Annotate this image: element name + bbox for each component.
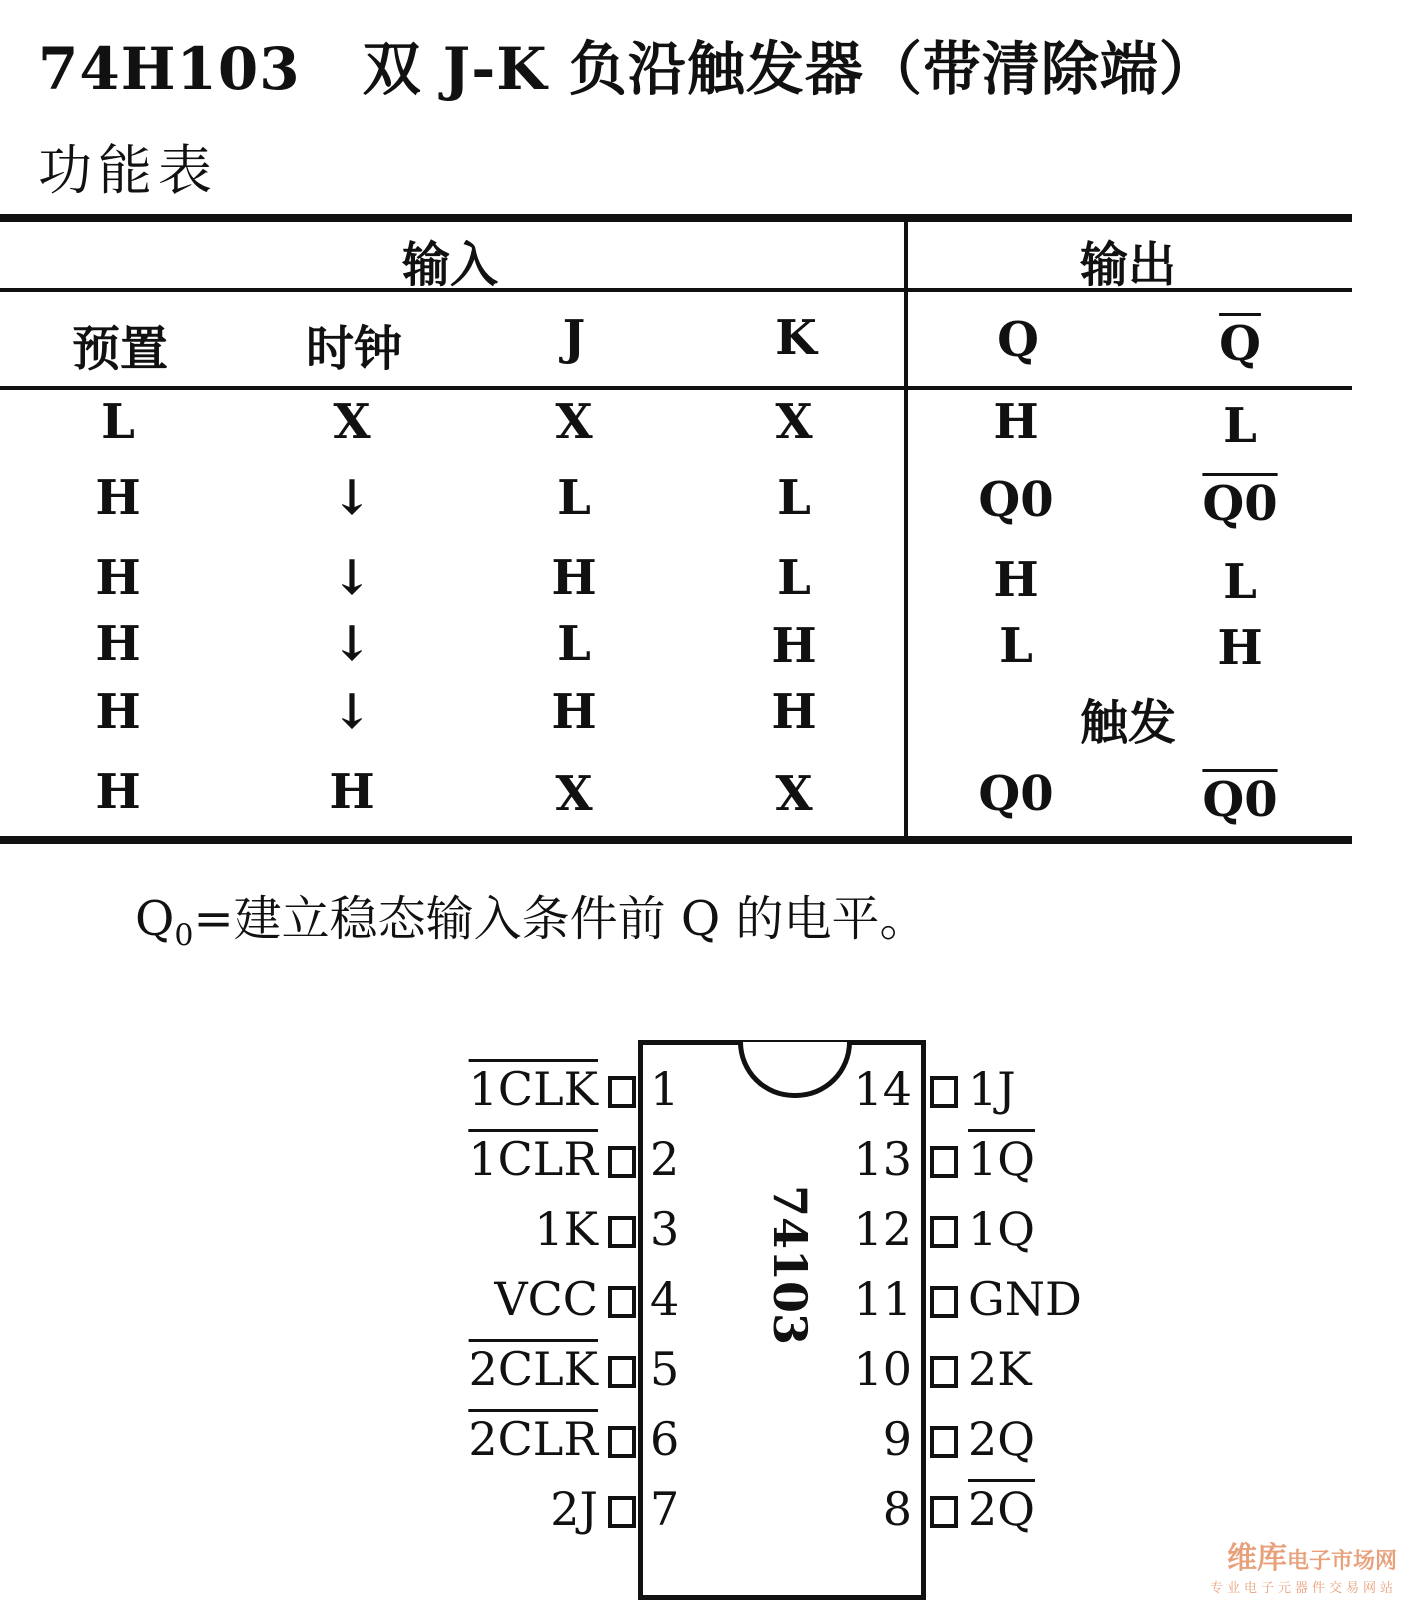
table-cell: H xyxy=(95,470,141,526)
table-cell: H xyxy=(329,764,375,820)
table-cell: L xyxy=(999,618,1033,674)
watermark-logo: 维库 xyxy=(1226,1541,1287,1576)
pin-box xyxy=(930,1426,958,1458)
pin-number: 8 xyxy=(882,1482,912,1536)
table-cell: ↓ xyxy=(331,684,373,740)
pin-name: 2J xyxy=(550,1482,598,1536)
pin-box xyxy=(930,1216,958,1248)
pin-name: 1J xyxy=(968,1062,1016,1116)
pin-number: 1 xyxy=(650,1062,680,1116)
table-cell: X xyxy=(775,766,813,822)
table-cell: H xyxy=(771,684,817,740)
table-cell: H xyxy=(95,764,141,820)
pin-number: 14 xyxy=(853,1062,912,1116)
pin-box xyxy=(930,1356,958,1388)
chip-label: 74103 xyxy=(763,1184,817,1346)
column-header-q: Q xyxy=(997,312,1039,368)
pin-number: 11 xyxy=(853,1272,912,1326)
pin-box xyxy=(930,1286,958,1318)
table-cell: L xyxy=(777,470,811,526)
pin-name: 1Q xyxy=(968,1132,1035,1186)
table-cell: L xyxy=(1223,398,1257,454)
table-cell: H xyxy=(95,684,141,740)
column-header-q-bar: $\overline{Q}$ xyxy=(1219,316,1261,372)
part-description: 双 J-K 负沿触发器（带清除端） xyxy=(362,35,1218,103)
pin-name: 1K xyxy=(534,1202,598,1256)
page-title xyxy=(38,22,1218,106)
footnote xyxy=(135,880,928,954)
pin-box xyxy=(930,1146,958,1178)
table-cell: H xyxy=(771,618,817,674)
table-cell: H xyxy=(551,550,597,606)
table-cell: ↓ xyxy=(331,470,373,526)
table-cell: L xyxy=(101,394,135,450)
table-top-rule xyxy=(0,214,1352,222)
footnote-text: =建立稳态输入条件前 Q 的电平。 xyxy=(193,891,928,947)
pin-name: 2Q xyxy=(968,1482,1035,1536)
pin-number: 10 xyxy=(853,1342,912,1396)
column-header-rule xyxy=(0,386,1352,390)
pin-name: 1Q xyxy=(968,1202,1035,1256)
pin-name: 2Q xyxy=(968,1412,1035,1466)
input-output-divider xyxy=(904,218,908,840)
pin-number: 4 xyxy=(650,1272,680,1326)
pin-name: 2CLK xyxy=(468,1342,598,1396)
table-cell: L xyxy=(777,550,811,606)
table-cell: ↓ xyxy=(331,616,373,672)
pin-box xyxy=(608,1496,636,1528)
pin-box xyxy=(930,1496,958,1528)
part-number: 74H103 xyxy=(38,35,301,103)
table-bottom-rule xyxy=(0,836,1352,844)
pin-name: 1CLR xyxy=(468,1132,598,1186)
table-cell: H xyxy=(95,616,141,672)
watermark xyxy=(1210,1533,1397,1596)
table-cell: Q0 xyxy=(1202,772,1278,828)
pin-number: 13 xyxy=(853,1132,912,1186)
table-cell: ↓ xyxy=(331,550,373,606)
pin-box xyxy=(608,1286,636,1318)
pin-number: 5 xyxy=(650,1342,680,1396)
footnote-subscript: 0 xyxy=(174,918,194,954)
pin-name: 2K xyxy=(968,1342,1032,1396)
column-header-preset: 预置 xyxy=(71,321,169,377)
pin-number: 2 xyxy=(650,1132,680,1186)
table-cell: H xyxy=(1217,620,1263,676)
table-cell: X xyxy=(555,394,593,450)
pin-number: 9 xyxy=(882,1412,912,1466)
pin-box xyxy=(608,1356,636,1388)
outputs-group-header: 输出 xyxy=(1079,237,1177,293)
watermark-slogan: 专业电子元器件交易网站 xyxy=(1209,1581,1397,1596)
pin-name: 2CLR xyxy=(468,1412,598,1466)
pin-number: 3 xyxy=(650,1202,680,1256)
table-cell: L xyxy=(557,470,591,526)
pin-name: VCC xyxy=(494,1272,598,1326)
column-header-j: J xyxy=(562,310,586,366)
pin-name: 1CLK xyxy=(468,1062,598,1116)
table-cell-toggle: 触发 xyxy=(1079,695,1177,751)
table-cell: Q0 xyxy=(978,472,1054,528)
pin-box xyxy=(930,1076,958,1108)
column-header-clock: 时钟 xyxy=(305,321,403,377)
pin-box xyxy=(608,1426,636,1458)
watermark-site: 电子市场网 xyxy=(1286,1549,1397,1574)
table-cell: H xyxy=(95,550,141,606)
table-cell: H xyxy=(993,552,1039,608)
pin-name: GND xyxy=(968,1272,1082,1326)
table-cell: X xyxy=(555,766,593,822)
pin-box xyxy=(608,1146,636,1178)
pin-box xyxy=(608,1216,636,1248)
footnote-symbol: Q xyxy=(135,891,175,947)
section-heading: 功能表 xyxy=(38,139,218,202)
table-cell: L xyxy=(557,616,591,672)
table-cell: L xyxy=(1223,554,1257,610)
pin-number: 12 xyxy=(853,1202,912,1256)
pin-number: 6 xyxy=(650,1412,680,1466)
pin-number: 7 xyxy=(650,1482,680,1536)
table-cell: H xyxy=(551,684,597,740)
pin-box xyxy=(608,1076,636,1108)
column-header-k: K xyxy=(775,310,817,366)
inputs-group-header: 输入 xyxy=(401,237,499,293)
table-cell: H xyxy=(993,394,1039,450)
table-cell: X xyxy=(775,394,813,450)
table-cell: Q0 xyxy=(978,766,1054,822)
table-cell: Q0 xyxy=(1202,476,1278,532)
table-cell: X xyxy=(333,394,371,450)
